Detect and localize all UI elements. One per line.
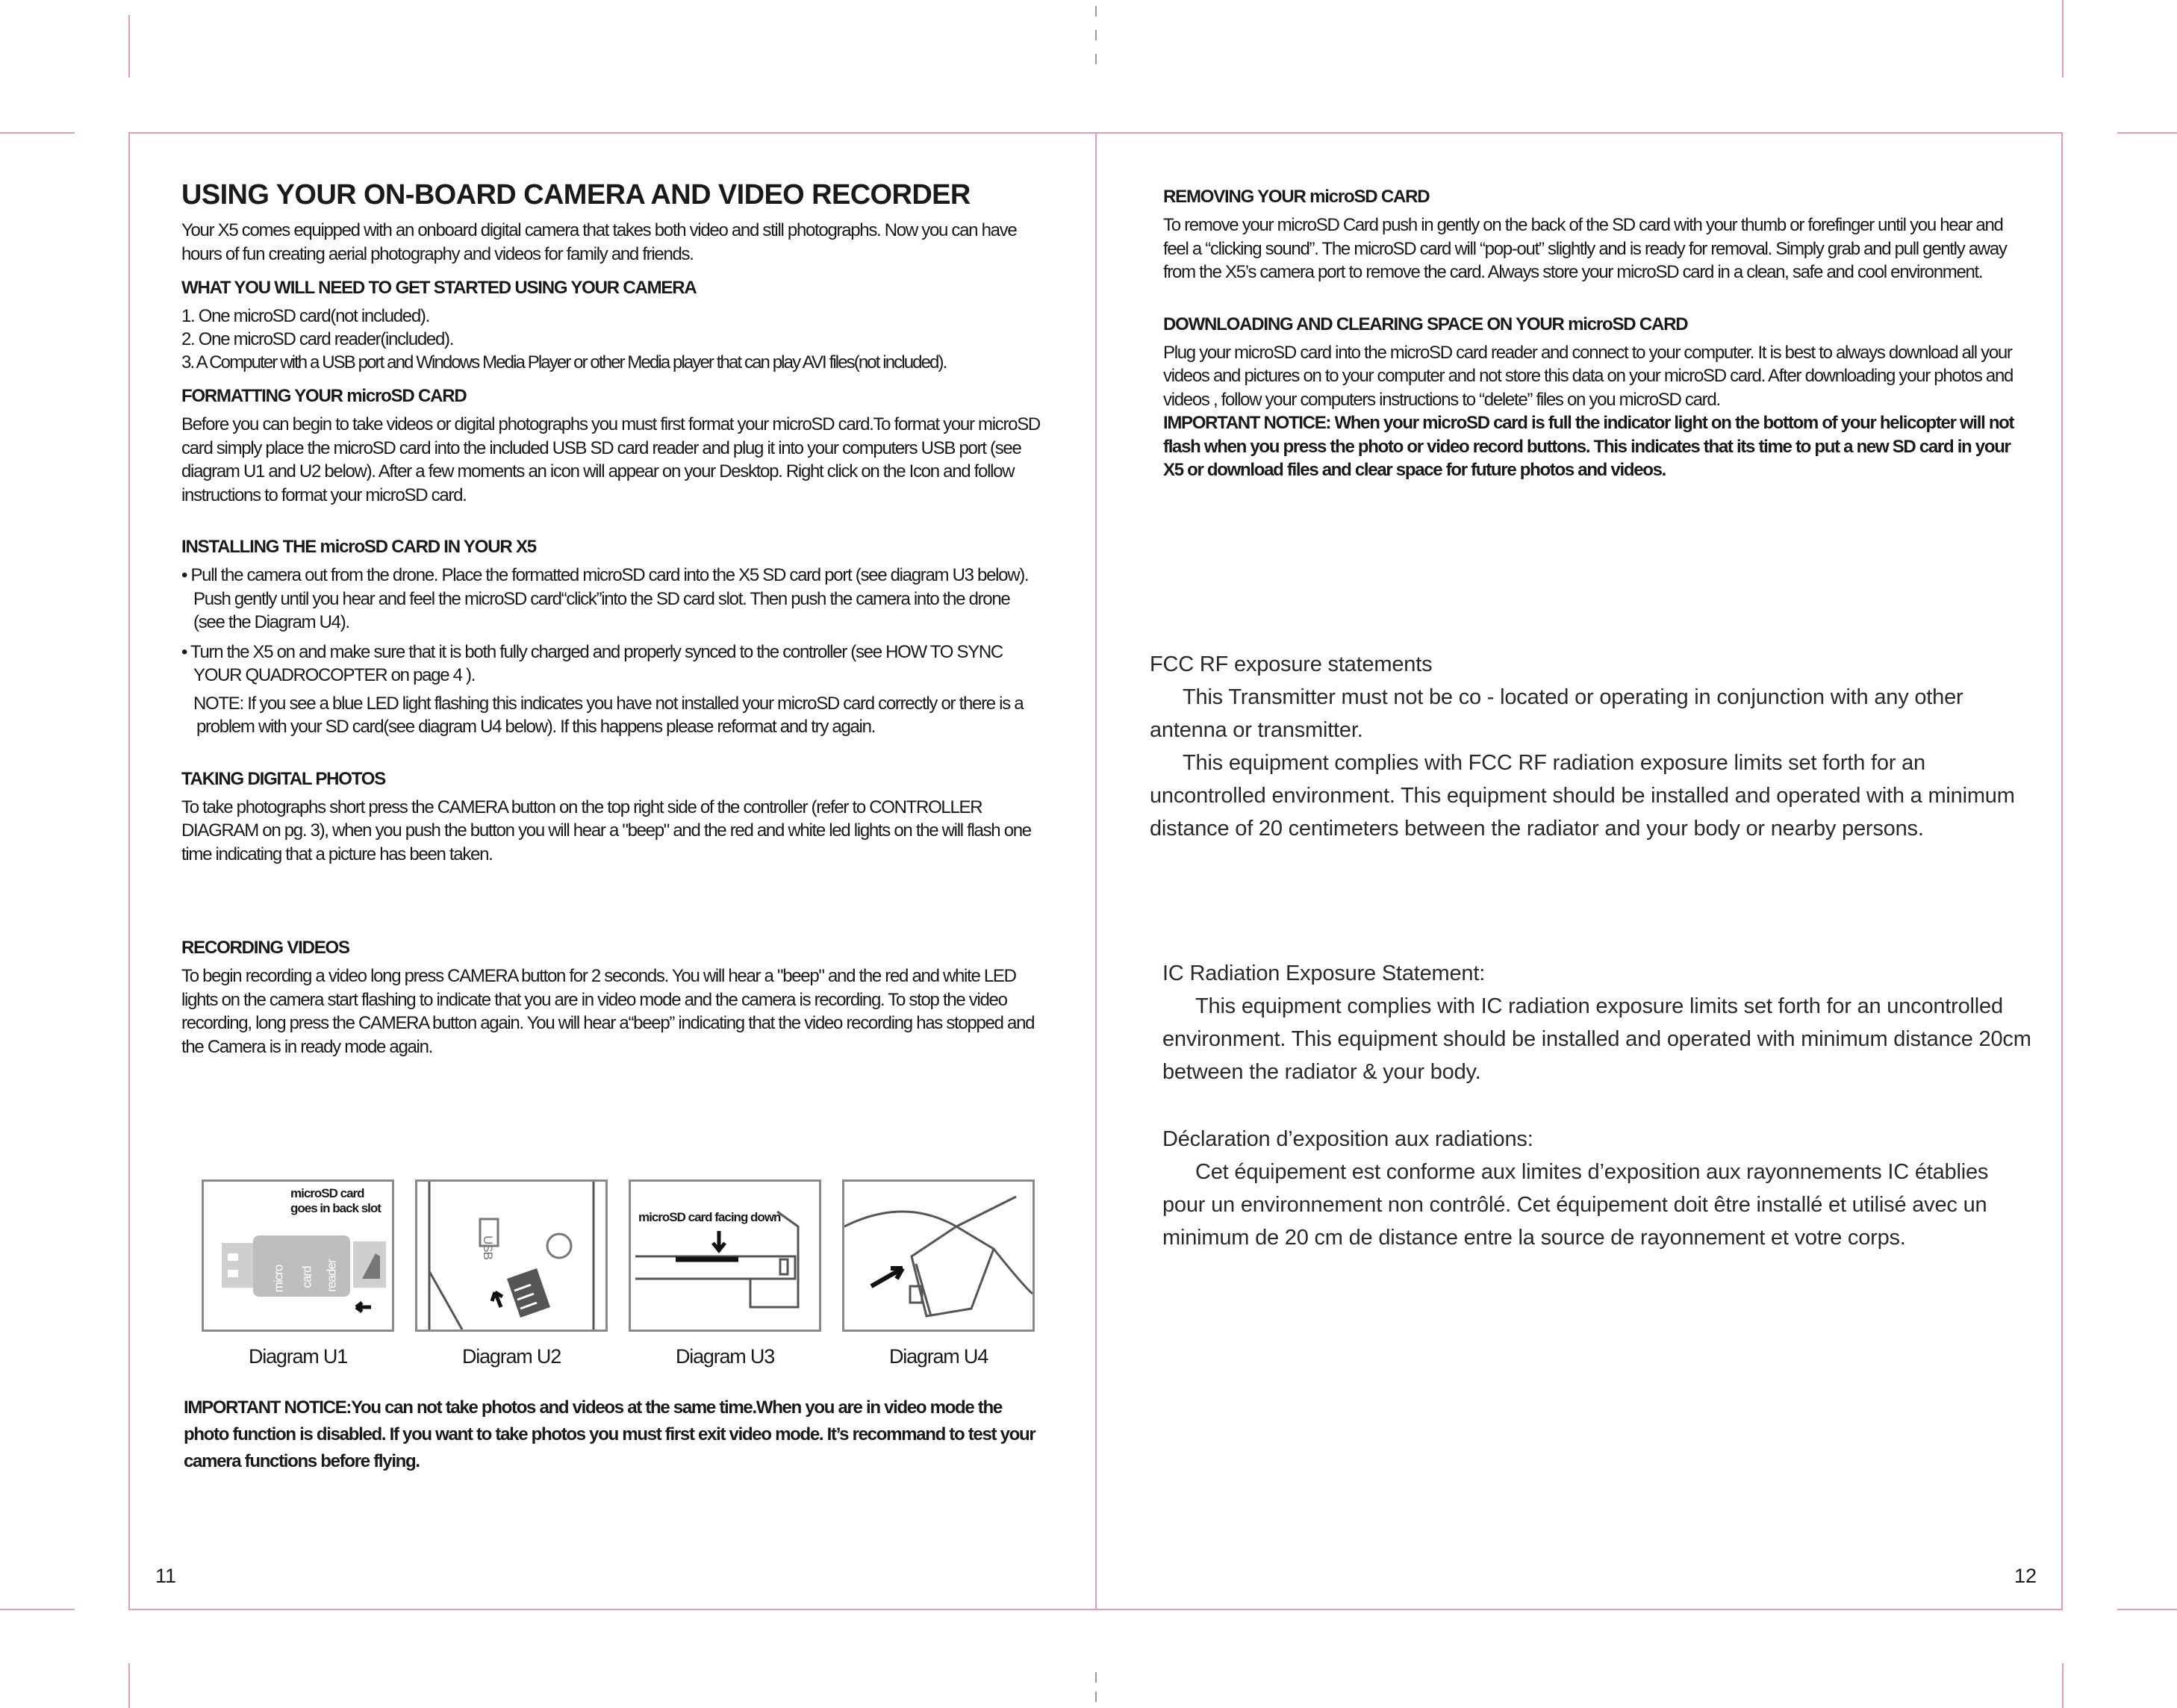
page-fold-line <box>1095 132 1097 1610</box>
right-page <box>1163 187 2022 482</box>
crop-mark <box>2062 0 2064 78</box>
fold-mark <box>1095 30 1097 40</box>
install-note: NOTE: If you see a blue LED light flashing this indicates you have not installed your microSD card correctly or there is a problem with your SD card(see diagram U4 below). If this happens please reformat and try again. <box>193 693 1024 737</box>
fcc-heading: FCC RF exposure statements <box>1150 652 1433 676</box>
list-item: 1. One microSD card(not included). <box>181 306 429 326</box>
diagram-u3-label: microSD card facing down <box>638 1210 781 1224</box>
diagram-strip <box>202 1179 1035 1368</box>
photos-paragraph: To take photographs short press the CAMERA button on the top right side of the controller (refer to CONTROLLER DIAGRAM on pg. 3), when you push the button you will hear a "beep" and the red and white led lights on the will flash one time indicating that a picture has been taken. <box>181 797 1031 864</box>
reader-text: reader <box>324 1259 339 1292</box>
ic-section <box>1162 957 2031 1254</box>
fcc-paragraph-text: This Transmitter must not be co - located or operating in conjunction with any other antenna or transmitter. <box>1150 685 1963 742</box>
install-bullet: • Turn the X5 on and make sure that it is both fully charged and properly synced to the controller (see HOW TO SYNC YOUR QUADROCOPTER on page 4 ). <box>181 641 1003 685</box>
fcc-section <box>1150 648 2031 845</box>
list-item: 3. A Computer with a USB port and Windows Media Player or other Media player that can play AVI files(not included). <box>181 352 947 373</box>
download-notice: IMPORTANT NOTICE: When your microSD card is full the indicator light on the bottom of your helicopter will not flash when you press the photo or video record buttons. This indicates that its time to put a new SD card in your X5 or download files and clear space for future photos and videos. <box>1163 413 2014 480</box>
fcc-paragraph <box>1150 747 2031 845</box>
diagram-u3 <box>629 1179 821 1332</box>
list-item: 2. One microSD card reader(included). <box>181 329 454 349</box>
left-page <box>181 179 1040 1059</box>
ic-heading: IC Radiation Exposure Statement: <box>1162 961 1486 985</box>
crop-mark <box>2062 1663 2064 1708</box>
need-list <box>181 305 1040 374</box>
diagram-u1-label: microSD card goes in back slot <box>290 1186 381 1215</box>
fold-mark <box>1095 1672 1097 1683</box>
crop-mark <box>0 132 75 134</box>
fr-heading: Déclaration d’exposition aux radiations: <box>1162 1127 1533 1151</box>
card-reader-illustration <box>204 1182 392 1330</box>
need-heading: WHAT YOU WILL NEED TO GET STARTED USING YOUR CAMERA <box>181 278 697 298</box>
video-heading: RECORDING VIDEOS <box>181 938 349 958</box>
install-bullet: • Pull the camera out from the drone. Place the formatted microSD card into the X5 SD card port (see diagram U3 below). Push gently until you hear and feel the microSD card“click”into the SD card slot. Then push the camera into the drone (see the Diagram U4). <box>181 565 1029 632</box>
install-heading: INSTALLING THE microSD CARD IN YOUR X5 <box>181 537 536 557</box>
page-number: 12 <box>2014 1565 2037 1587</box>
fold-mark <box>1095 1692 1097 1702</box>
diagram-caption: Diagram U3 <box>675 1345 775 1368</box>
format-paragraph: Before you can begin to take videos or digital photographs you must first format your microSD card.To format your microSD card simply place the microSD card into the included USB SD card reader and plug it into your computers USB port (see diagram U1 and U2 below). After a few moments an icon will appear on your Desktop. Right click on the Icon and follow instructions to format your microSD card. <box>181 414 1040 505</box>
fr-paragraph <box>1162 1156 2031 1254</box>
crop-mark <box>128 1663 130 1708</box>
usb-text: USB <box>480 1235 495 1259</box>
fold-mark <box>1095 54 1097 64</box>
ic-paragraph <box>1162 990 2031 1088</box>
crop-mark <box>128 15 130 78</box>
crop-mark <box>2117 1609 2177 1610</box>
remove-paragraph: To remove your microSD Card push in gently on the back of the SD card with your thumb or forefinger until you hear and feel a “clicking sound”. The microSD card will “pop-out” slightly and is ready for removal. Simply grab and pull gently away from the X5’s camera port to remove the card. Always store your microSD card in a clean, safe and cool environment. <box>1163 215 2007 282</box>
drone-camera-illustration <box>844 1182 1033 1330</box>
fcc-paragraph <box>1150 681 2031 747</box>
intro-paragraph: Your X5 comes equipped with an onboard digital camera that takes both video and still photographs. Now you can have hours of fun creating aerial photography and videos for family and friends. <box>181 220 1017 264</box>
remove-heading: REMOVING YOUR microSD CARD <box>1163 187 1430 207</box>
reader-text: card <box>299 1266 314 1288</box>
format-heading: FORMATTING YOUR microSD CARD <box>181 386 467 406</box>
fr-paragraph-text: Cet équipement est conforme aux limites d’exposition aux rayonnements IC établies pour un environnement non contrôlé. Cet équipement doit être installé et utilisé avec un minimum de 20 cm de distance entre la source de rayonnement et votre corps. <box>1162 1160 1989 1250</box>
page-title: USING YOUR ON-BOARD CAMERA AND VIDEO RECORDER <box>181 179 971 211</box>
usb-port-illustration <box>417 1182 605 1330</box>
diagram-u2 <box>415 1179 608 1332</box>
crop-mark <box>0 1609 75 1610</box>
diagram-u1 <box>202 1179 394 1332</box>
page-number: 11 <box>155 1565 177 1587</box>
diagram-caption: Diagram U2 <box>461 1345 561 1368</box>
reader-text: micro <box>271 1265 286 1293</box>
ic-paragraph-text: This equipment complies with IC radiation exposure limits set forth for an uncontrolled environment. This equipment should be installed and operated with minimum distance 20cm between the radiator & your body. <box>1162 994 2031 1084</box>
diagram-caption: Diagram U1 <box>248 1345 348 1368</box>
fcc-paragraph-text: This equipment complies with FCC RF radiation exposure limits set forth for an uncontrolled environment. This equipment should be installed and operated with a minimum distance of 20 centimeters between the radiator and your body or nearby persons. <box>1150 751 2015 841</box>
important-notice: IMPORTANT NOTICE:You can not take photos and videos at the same time.When you are in video mode the photo function is disabled. If you want to take photos you must first exit video mode. It’s recommand to test your camera functions before flying. <box>184 1397 1035 1471</box>
diagram-caption: Diagram U4 <box>888 1345 988 1368</box>
diagram-u4 <box>842 1179 1035 1332</box>
download-paragraph: Plug your microSD card into the microSD card reader and connect to your computer. It is best to always download all your videos and pictures on to your computer and not store this data on your microSD card. After downloading your photos and videos , follow your computers instructions to “delete” files on you microSD card. <box>1163 342 2014 410</box>
download-heading: DOWNLOADING AND CLEARING SPACE ON YOUR microSD CARD <box>1163 314 1688 334</box>
photos-heading: TAKING DIGITAL PHOTOS <box>181 768 386 789</box>
fold-mark <box>1095 6 1097 16</box>
video-paragraph: To begin recording a video long press CAMERA button for 2 seconds. You will hear a "beep" and the red and white LED lights on the camera start flashing to indicate that you are in video mode and the camera is recording. To stop the video recording, long press the CAMERA button again. You will hear a“beep” indicating that the video recording has stopped and the Camera is in ready mode again. <box>181 966 1035 1057</box>
crop-mark <box>2117 132 2177 134</box>
camera-port-illustration <box>631 1182 819 1330</box>
